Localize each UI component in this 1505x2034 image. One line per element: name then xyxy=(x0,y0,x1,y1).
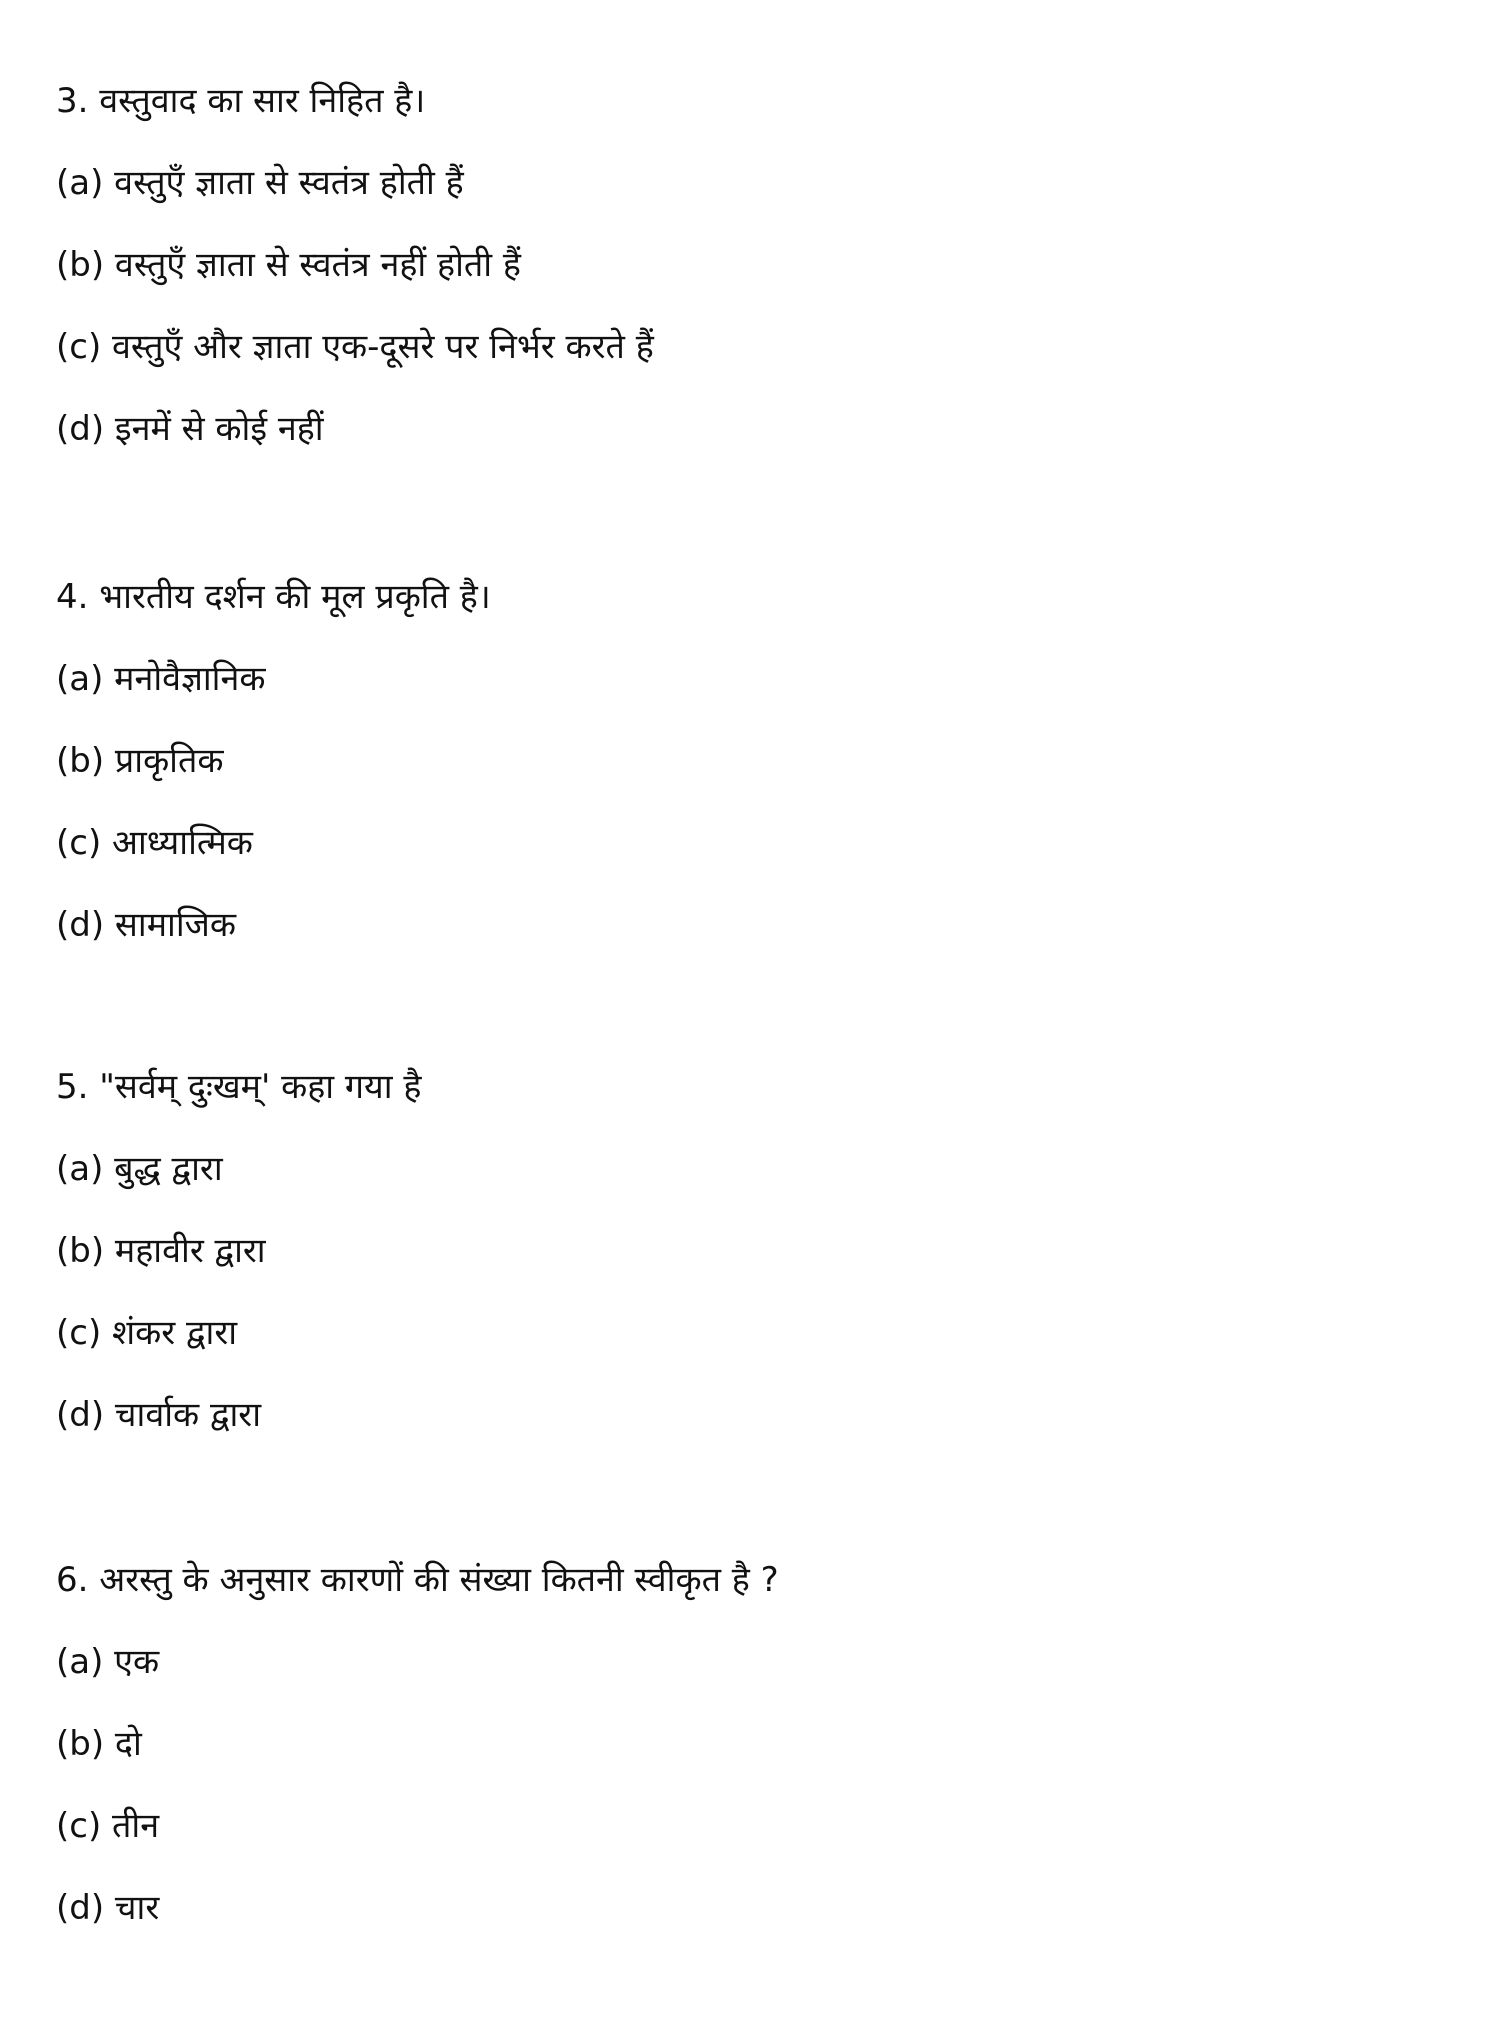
option-d: (d) चार्वाक द्वारा xyxy=(56,1395,262,1435)
option-a: (a) वस्तुएँ ज्ञाता से स्वतंत्र होती हैं xyxy=(56,163,464,203)
question-block-5 xyxy=(56,1046,421,1456)
option-d: (d) सामाजिक xyxy=(56,905,236,945)
option-b: (b) दो xyxy=(56,1724,142,1764)
question-block-4 xyxy=(56,556,491,966)
option-a: (a) बुद्ध द्वारा xyxy=(56,1149,223,1189)
option-b: (b) प्राकृतिक xyxy=(56,741,224,781)
question-block-3 xyxy=(56,60,654,470)
option-c: (c) तीन xyxy=(56,1806,160,1846)
option-b: (b) वस्तुएँ ज्ञाता से स्वतंत्र नहीं होती हैं xyxy=(56,245,521,285)
option-a: (a) मनोवैज्ञानिक xyxy=(56,659,266,699)
option-c: (c) शंकर द्वारा xyxy=(56,1313,238,1353)
option-d: (d) इनमें से कोई नहीं xyxy=(56,409,324,449)
question-text: 6. अरस्तु के अनुसार कारणों की संख्या कितनी स्वीकृत है ? xyxy=(56,1560,779,1600)
question-text: 5. "सर्वम् दुःखम्' कहा गया है xyxy=(56,1067,422,1107)
question-text: 3. वस्तुवाद का सार निहित है। xyxy=(56,81,426,121)
option-c: (c) वस्तुएँ और ज्ञाता एक-दूसरे पर निर्भर करते हैं xyxy=(56,327,654,367)
option-a: (a) एक xyxy=(56,1642,160,1682)
option-c: (c) आध्यात्मिक xyxy=(56,823,253,863)
question-text: 4. भारतीय दर्शन की मूल प्रकृति है। xyxy=(56,577,491,617)
option-b: (b) महावीर द्वारा xyxy=(56,1231,266,1271)
option-d: (d) चार xyxy=(56,1888,160,1928)
question-block-6 xyxy=(56,1539,779,1949)
